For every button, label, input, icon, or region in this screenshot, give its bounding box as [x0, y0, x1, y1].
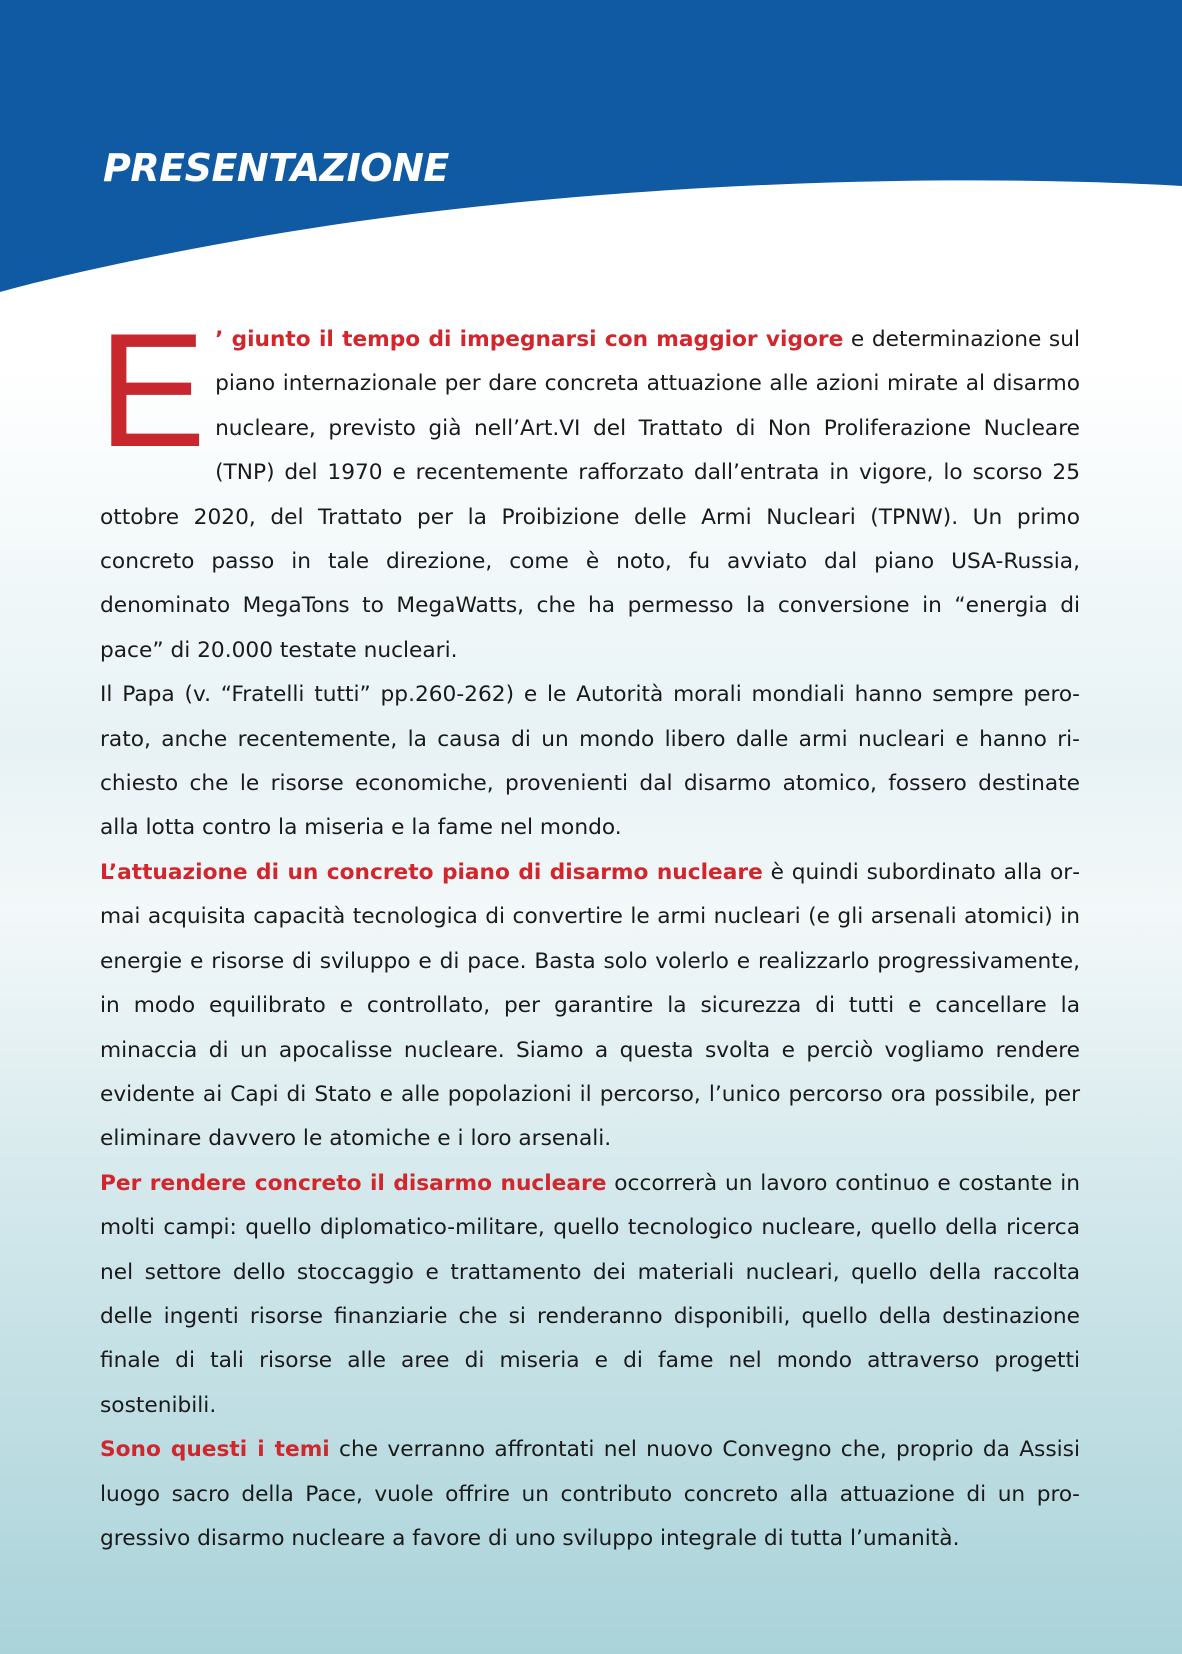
- header-banner: [0, 0, 1182, 300]
- paragraph-4: [100, 1162, 1080, 1428]
- paragraph-5-lead: Sono questi i temi: [100, 1437, 330, 1463]
- paragraph-3-lead: L’attuazione di un concreto piano di disarmo nucleare: [100, 859, 763, 885]
- body-text: [98, 300, 1081, 1561]
- paragraph-5: [100, 1428, 1080, 1561]
- page-title: PRESENTAZIONE: [103, 146, 449, 190]
- paragraph-1-lead: ’ giunto il tempo di impegnarsi con maggior vigore: [215, 327, 844, 352]
- paragraph-3: [100, 851, 1080, 1162]
- paragraph-5-text: che verranno affrontati nel nuovo Convegno che, proprio da Assisi luogo sacro della Pace, vuole offrire un contributo concreto alla attuazione di un progressivo disarmo nucleare a favore di uno sviluppo integrale di tutta l’umanità.: [100, 1437, 1080, 1551]
- paragraph-4-text: occorrerà un lavoro continuo e costante in molti campi: quello diplomatico-militare, quello tecnologico nucleare, quello della ricerca nel settore dello stoccaggio e trattamento dei materiali nucleari, quello della raccolta delle ingenti risorse finanziarie che si renderanno disponibili, quello della destinazione finale di tali risorse alle aree di miseria e di fame nel mondo attraverso progetti sostenibili.: [100, 1170, 1080, 1418]
- drop-cap: E: [98, 300, 207, 481]
- paragraph-2-text: Il Papa (v. “Fratelli tutti” pp.260-262) e le Autorità morali mondiali hanno sempre perorato, anche recentemente, la causa di un mondo libero dalle armi nucleari e hanno richiesto che le risorse economiche, provenienti dal disarmo atomico, fossero destinate alla lotta contro la miseria e la fame nel mondo.: [100, 682, 1080, 841]
- paragraph-4-lead: Per rendere concreto il disarmo nucleare: [100, 1170, 607, 1196]
- paragraph-1: [98, 300, 1080, 673]
- paragraph-3-text: è quindi subordinato alla ormai acquisita capacità tecnologica di convertire le armi nucleari (e gli arsenali atomici) in energie e risorse di sviluppo e di pace. Basta solo volerlo e realizzarlo progressivamente, in modo equilibrato e controllato, per garantire la sicurezza di tutti e cancellare la minaccia di un apocalisse nucleare. Siamo a questa svolta e perciò vogliamo rendere evidente ai Capi di Stato e alle popolazioni il percorso, l’unico percorso ora possibile, per eliminare davvero le atomiche e i loro arsenali.: [100, 859, 1081, 1152]
- paragraph-1-text: e determinazione sul piano internazionale per dare concreta attuazione alle azioni mirate al disarmo nucleare, previsto già nell’Art.VI del Trattato di Non Proliferazione Nucleare (TNP) del 1970 e recentemente rafforzato dall’entrata in vigore, lo scorso 25 ottobre 2020, del Trattato per la Proibizione delle Armi Nucleari (TPNW). Un primo concreto passo in tale direzione, come è noto, fu avviato dal piano USA-Russia, denominato MegaTons to MegaWatts, che ha permesso la conversione in “energia di pace” di 20.000 testate nucleari.: [100, 327, 1080, 663]
- paragraph-2: [100, 673, 1080, 851]
